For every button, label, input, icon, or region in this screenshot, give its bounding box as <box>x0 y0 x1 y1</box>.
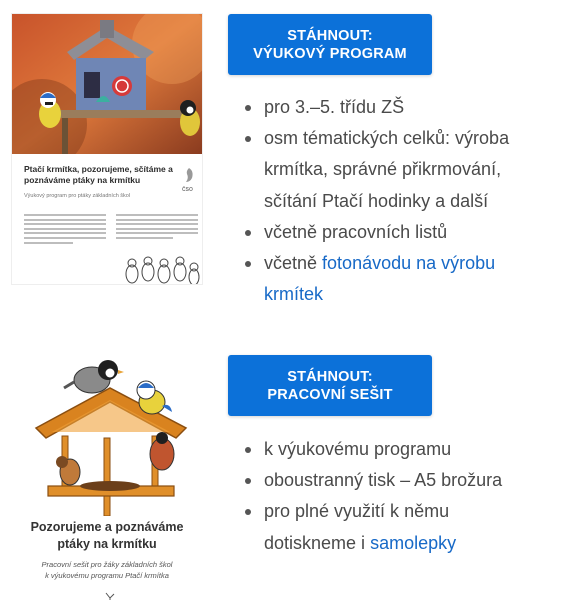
list-item: oboustranný tisk – A5 brožura <box>238 465 538 496</box>
cartoon-bird-feeder-illustration <box>12 346 202 516</box>
download-workbook-button-line2: PRACOVNÍ SEŠIT <box>267 386 393 403</box>
download-section-workbook <box>0 340 576 600</box>
cover-logo-label: ČSO <box>182 187 193 193</box>
program-features-list <box>238 92 538 310</box>
photo-guide-link[interactable]: fotonávodu na výrobu krmítek <box>264 253 496 305</box>
workbook-cover-title: Pozorujeme a poznáváme ptáky na krmítku <box>30 520 184 551</box>
cover-subtitle: Výukový program pro ptáky základních škol <box>24 193 131 199</box>
bird-footprint-icon <box>104 592 116 600</box>
download-program-button-line1: STÁHNOUT: <box>287 27 373 44</box>
workbook-cover-subtitle: Pracovní sešit pro žáky základních škol k výukovému programu Ptačí krmítka <box>41 560 173 580</box>
download-program-button-line2: VÝUKOVÝ PROGRAM <box>253 45 407 62</box>
birds-sketch-illustration <box>122 250 202 284</box>
list-item: k výukovému programu <box>238 434 538 465</box>
cover-text-column-left <box>24 214 106 246</box>
cover-text-column-right <box>116 214 198 242</box>
download-workbook-button[interactable] <box>228 355 432 416</box>
program-cover-thumbnail[interactable] <box>12 14 202 284</box>
list-item: včetně fotonávodu na výrobu krmítek <box>238 248 538 310</box>
download-workbook-button-line1: STÁHNOUT: <box>287 368 373 385</box>
list-item: osm tématických celků: výroba krmítka, správné přikrmování, sčítání Ptačí hodinky a další <box>238 123 538 217</box>
stickers-link[interactable]: samolepky <box>370 532 457 553</box>
cover-photo-bird-feeder <box>12 14 202 154</box>
workbook-cover-thumbnail[interactable] <box>12 346 202 600</box>
download-program-button[interactable] <box>228 14 432 75</box>
cover-title: Ptačí krmítka, pozorujeme, sčítáme a poznáváme ptáky na krmítku <box>24 164 173 185</box>
list-item: pro plné využití k němu dotiskneme i samolepky <box>238 496 538 558</box>
list-item: pro 3.–5. třídu ZŠ <box>238 92 538 123</box>
list-item: včetně pracovních listů <box>238 217 538 248</box>
workbook-features-list <box>238 434 538 559</box>
